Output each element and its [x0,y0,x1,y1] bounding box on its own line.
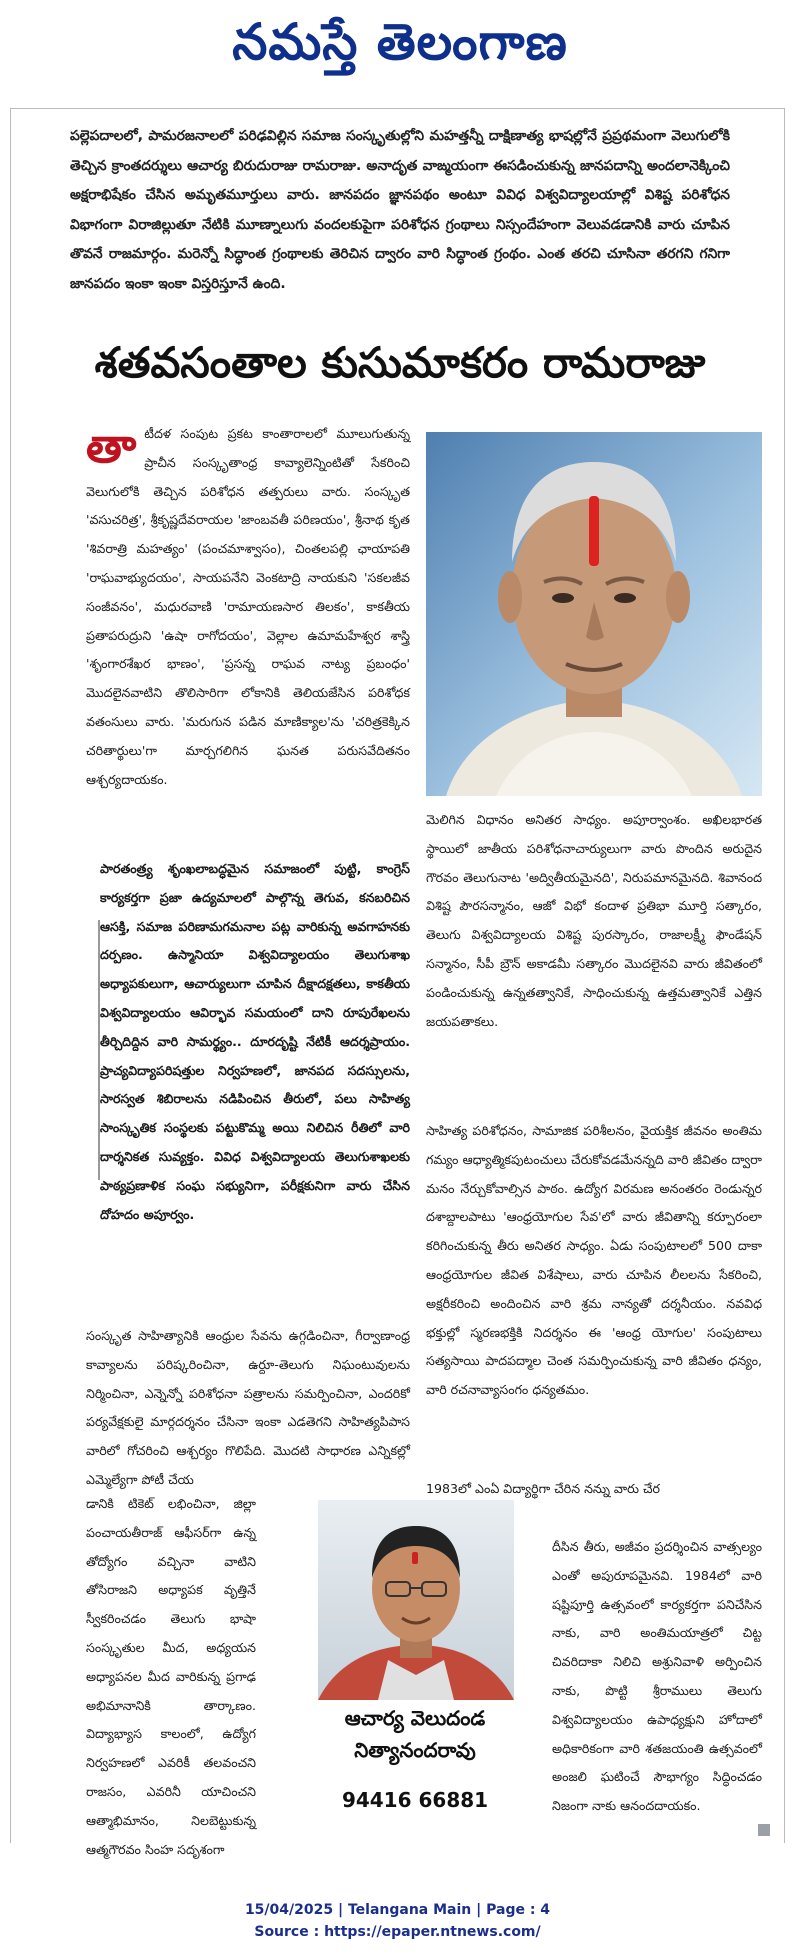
paragraph-text: టీదళ సంపుట ప్రకట కాంతారాలలో మూలుగుతున్న ప్రాచీన సంస్కృతాంధ్ర కావ్యాలెన్నింటితో సేకరించి వెలుగులోకి తెచ్చిన పరిశోధన తత్పరులు వారు. సంస్కృత 'వసుచరిత్ర', శ్రీకృష్ణదేవరాయల 'జాంబవతీ పరిణయం', శ్రీనాథ కృత 'శివరాత్రి మహత్యం' (పంచమాశ్వాసం), చింతలపల్లి ఛాయాపతి 'రాఘవాభ్యుదయం', సాయపనేని వెంకటాద్రి నాయకుని 'సకలజీవ సంజీవనం', మధురవాణి 'రామాయణసార తిలకం', కాకతీయ ప్రతాపరుద్రుని 'ఉషా రాగోదయం', వెల్లాల ఉమామహేశ్వర శాస్త్రి 'శృంగారశేఖర భాణం', 'ప్రసన్న రాఘవ నాట్య ప్రబంధం' మొదలైనవాటిని తొలిసారిగా లోకానికి తెలియజేసిన పరిశోధక వతంసులు వారు. 'మరుగున పడిన మాణిక్యాల'ను 'చరిత్రకెక్కిన చరితార్థులు'గా మార్చగలిగిన ఘనత పరుసవేదితనం ఆశ్చర్యదాయకం. [86,426,410,787]
author-photo [318,1500,514,1700]
article-paragraph: డానికి టికెట్ లభించినా, జిల్లా పంచాయతీరాజ్ ఆఫీసర్‌గా ఉన్న తోద్యోగం వచ్చినా వాటిని తోసిరాజని అధ్యాపక వృత్తినే స్వీకరించడం తెలుగు భాషా సంస్కృతుల మీద, అధ్యయన అధ్యాపనల మీద వారికున్న ప్రగాఢ అభిమానానికి తార్కాణం. విద్యాభ్యాస కాలంలో, ఉద్యోగ నిర్వహణలో ఎవరికీ తలవంచని రాజసం, ఎవరినీ యాచించని ఆత్మాభిమానం, నిలబెట్టుకున్న ఆత్మగౌరవం సింహ సదృశంగా [86,1496,256,1857]
footer-source-link[interactable]: Source : https://epaper.ntnews.com/ [254,1924,541,1940]
divider-top [10,108,785,109]
article-paragraph: సంస్కృత సాహిత్యానికి ఆంధ్రుల సేవను ఉగ్గడించినా, గీర్వాణాంధ్ర కావ్యాలను పరిష్కరించినా, ఉర్దూ-తెలుగు నిఘంటువులను నిర్మించినా, ఎన్నెన్నో పరిశోధనా పత్రాలను సమర్పించినా, ఎందరికో పర్యవేక్షకులై మార్గదర్శనం చేసినా ఇంకా ఎడతెగని సాహిత్యపిపాస వారిలో గోచరించి ఆశ్చర్యం గొలిపేది. మొదటి సాధారణ ఎన్నికల్లో ఎమ్మెల్యేగా పోటీ చేయ [86,1328,410,1487]
article-paragraph: మెలిగిన విధానం అనితర సాధ్యం. అపూర్వాంశం. అఖిలభారత స్థాయిలో జాతీయ పరిశోధనాచార్యులుగా వారు పొందిన అరుదైన గౌరవం తెలుగునాట 'అద్వితీయమైనది', నిరుపమానమైనది. శివానంద విశిష్ట పౌరసన్మానం, ఆజో విభో కందాళ ప్రతిభా మూర్తి సత్కారం, తెలుగు విశ్వవిద్యాలయ విశిష్ట పురస్కారం, రాజాలక్ష్మీ ఫౌండేషన్ సన్మానం, సీపీ బ్రౌన్ అకాడమీ సత్కారం మొదలైనవి వారు జీవితంలో పండించుకున్న ఉన్నతత్వానికే, సాధించుకున్న ఉత్తమత్వానికే ఎత్తిన జయపతాకలు. [426,812,762,1029]
article-paragraph-highlight: పారతంత్ర్య శృంఖలాబద్ధమైన సమాజంలో పుట్టి, కాంగ్రెస్ కార్యకర్తగా ప్రజా ఉద్యమాలలో పాల్గొన్న తెగువ, కనబరిచిన ఆసక్తి, సమాజ పరిణామగమనాల పట్ల వారికున్న అవగాహనకు దర్పణం. ఉస్మానియా విశ్వవిద్యాలయం తెలుగుశాఖ అధ్యాపకులుగా, ఆచార్యులుగా చూపిన దీక్షాదక్షతలు, కాకతీయ విశ్వవిద్యాలయం ఆవిర్భావ సమయంలో దాని రూపురేఖలను తీర్చిదిద్దిన వారి సామర్థ్యం.. దూరదృష్టి నేటికీ ఆదర్శప్రాయం. ప్రాచ్యవిద్యాపరిషత్తుల నిర్వహణలో, జానపద సదస్సులను, సారస్వత శిబిరాలను నడిపించిన తీరులో, పలు సాహిత్య సాంస్కృతిక సంస్థలకు పట్టుకొమ్మ అయి నిలిచిన రీతిలో వారి దార్శనికత సువ్యక్తం. వివిధ విశ్వవిద్యాలయ తెలుగుశాఖలకు పాఠ్యప్రణాళిక సంఘ సభ్యునిగా, పరీక్షకునిగా వారు చేసిన దోహదం అపూర్వం. [100,861,410,1222]
article-paragraph: 1983లో ఎంఏ విద్యార్థిగా చేరిన నన్ను వారు చేర [426,1481,660,1496]
article-end-mark [758,1824,770,1836]
author-illustration [318,1500,514,1700]
divider-right [784,108,785,1843]
article-paragraph: సాహిత్య పరిశోధనం, సామాజిక పరిశీలనం, వైయక్తిక జీవనం అంతిమ గమ్యం ఆధ్యాత్మికపుటంచులు చేరుకోవడమేనన్నది వారి జీవితం ద్వారా మనం నేర్చుకోవాల్సిన పాఠం. ఉద్యోగ విరమణ అనంతరం రెండున్నర దశాబ్దాలపాటు 'ఆంధ్రయోగుల సేవ'లో వారు జీవితాన్ని కర్పూరంలా కరిగించుకున్న తీరు అనితర సాధ్యం. ఏడు సంపుటాలలో 500 దాకా ఆంధ్రయోగుల జీవిత విశేషాలు, వారు చూపిన లీలలను సేకరించి, అక్షరీకరించి అందించిన వారి శ్రమ నాన్యతో దర్శనీయం. నవవిధ భక్తుల్లో స్మరణభక్తికి నిదర్శనం ఈ 'ఆంధ్ర యోగుల' సంపుటాలు సత్యసాయి పాదపద్మాల చెంత సమర్పించుకున్న వారి జీవితం ధన్యం, వారి రచనావ్యాసంగం ధన్యతమం. [426,1123,762,1398]
article-paragraph: దీసిన తీరు, అజీవం ప్రదర్శించిన వాత్సల్యం ఎంతో అపురూపమైనవి. 1984లో వారి షష్టిపూర్తి ఉత్సవంలో కార్యకర్తగా పనిచేసిన నాకు, వారి అంతిమయాత్రలో చిట్ట చివరిదాకా నిలిచి అశ్రునివాళి అర్పించిన నాకు, పొట్టి శ్రీరాములు తెలుగు విశ్వవిద్యాలయం ఉపాధ్యక్షుని హోదాలో అధికారికంగా వారి శతజయంతి ఉత్సవంలో అంజలి ఘటించే సౌభాగ్యం సిద్ధించడం నిజంగా నాకు ఆనందదాయకం. [552,1539,762,1814]
author-name [270,1702,560,1766]
author-phone: 94416 66881 [341,1788,489,1812]
dropcap: తా [86,419,137,473]
footer-edition-info: 15/04/2025 | Telangana Main | Page : 4 [244,1902,551,1918]
portrait-photo-ramaraju [426,432,762,796]
portrait-illustration [426,432,762,796]
article-intro: పల్లెపదాలలో, పామరజనాలలో పరిఢవిల్లిన సమాజ సంస్కృతుల్లోని మహత్తన్నీ దాక్షిణాత్య భాషల్లోనే ప్రప్రథమంగా వెలుగులోకి తెచ్చిన క్రాంతదర్శులు ఆచార్య బిరుదురాజు రామరాజు. అనాదృత వాఙ్మయంగా ఈసడించుకున్న జానపదాన్ని అందలానెక్కించి అక్షరాభిషేకం చేసిన అమృతమూర్తులు వారు. జానపదం జ్ఞానపథం అంటూ వివిధ విశ్వవిద్యాలయాల్లో విశిష్ట పరిశోధన విభాగంగా విరాజిల్లుతూ నేటికి మూణ్నాలుగు వందలకుపైగా పరిశోధన గ్రంథాలు నిస్సందేహంగా వెలువడడానికి వారు చూపిన తొవనే రాజమార్గం. మరెన్నో సిద్ధాంత గ్రంథాలకు తెరిచిన ద్వారం వారి సిద్ధాంత గ్రంథం. ఎంత తరచి చూసినా తరగని గనిగా జానపదం ఇంకా ఇంకా విస్తరిస్తూనే ఉంది. [70,128,730,292]
masthead-logo: నమస్తే తెలంగాణ [232,12,568,71]
article-headline: శతవసంతాల కుసుమాకరం రామరాజు [94,338,706,387]
divider-left [10,108,11,1843]
article-paragraph [86,420,410,794]
author-name-line2: నిత్యానందరావు [354,1738,476,1762]
author-name-line1: ఆచార్య వెలుదండ [344,1706,486,1730]
